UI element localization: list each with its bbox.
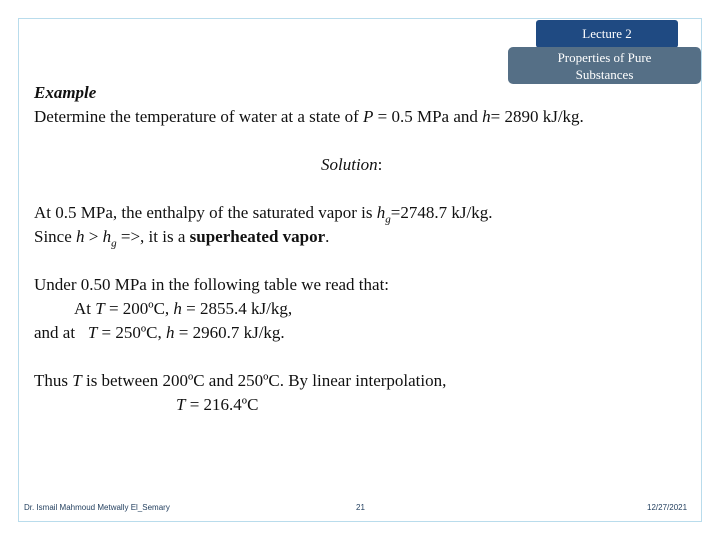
footer-date: 12/27/2021 [647,503,688,512]
slide-frame [18,18,702,522]
table-row-200: At T = 200ºC, h = 2855.4 kJ/kg, [74,299,293,318]
lecture-badge [536,20,678,48]
result-line: T = 216.4ºC [176,395,259,414]
conclusion-line: Thus T is between 200ºC and 250ºC. By linear interpolation, [34,371,447,390]
topic-badge [508,47,701,84]
superheated-line: Since $h > h_g$ =>, it is a superheated vapor. [34,227,330,250]
saturated-enthalpy-line: At 0.5 MPa, the enthalpy of the saturated vapor is $h_g=2748.7$ kJ/kg. [34,203,493,226]
solution-label: Solution: [321,155,383,174]
lecture-badge-label: Lecture 2 [582,26,632,41]
topic-badge-line2: Substances [575,66,634,82]
footer-author: Dr. Ismail Mahmoud Metwally El_Semary [24,503,170,512]
footer-page-number: 21 [356,503,365,512]
problem-statement: Determine the temperature of water at a state of P = 0.5 MPa and h= 2890 kJ/kg. [34,107,584,126]
topic-badge-line1: Properties of Pure [557,49,652,65]
table-intro: Under 0.50 MPa in the following table we read that: [34,275,390,294]
table-row-250: and at T = 250ºC, h = 2960.7 kJ/kg. [34,323,285,342]
example-heading: Example [34,83,97,102]
